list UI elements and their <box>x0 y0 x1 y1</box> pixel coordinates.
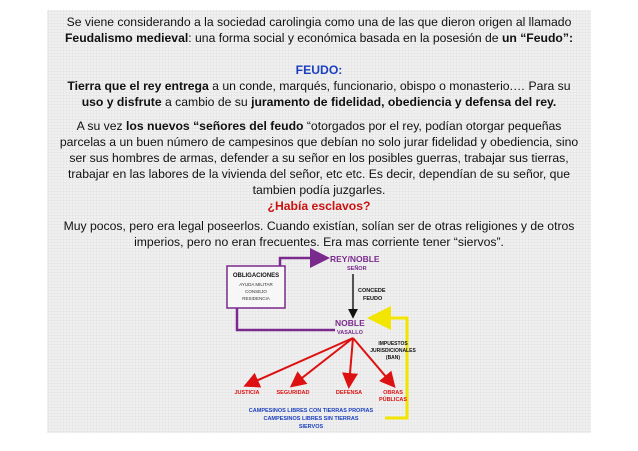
senores-line-1 <box>47 118 591 134</box>
feudo-def-bold: Tierra que el rey entrega <box>67 79 209 93</box>
defensa-arrow <box>349 338 353 385</box>
jurisdiccionales-label: JURISDICIONALES <box>370 348 416 354</box>
oblig-item-1: AYUDA MILITAR <box>239 282 273 287</box>
noble-label: NOBLE <box>335 318 365 328</box>
uso-disfrute: uso y disfrute <box>81 95 162 109</box>
senores-text-a: A su vez <box>76 119 127 133</box>
impuestos-label: IMPUESTOS <box>378 341 408 347</box>
senor-label: SEÑOR <box>347 266 367 272</box>
oblig-item-2: CONSEJO <box>245 289 267 294</box>
esclavos-line-2: imperios, pero no eran frecuentes. Era mas corriente tener “siervos”. <box>134 235 504 249</box>
campesinos-propias: CAMPESINOS LIBRES CON TIERRAS PROPIAS <box>248 408 374 414</box>
feudo-line-2 <box>47 94 591 110</box>
oblig-item-3: RESIDENCIA <box>242 296 270 301</box>
intro-text: Se viene considerando a la sociedad carolingia como una de las que dieron origen al llamado <box>66 15 572 29</box>
siervos-label: SIERVOS <box>298 424 324 430</box>
obligaciones-label: OBLIGACIONES <box>232 273 280 279</box>
feudo-label: FEUDO <box>363 296 383 302</box>
feudalismo-term: Feudalismo medieval <box>64 31 189 45</box>
slide <box>47 10 591 433</box>
seguridad-label: SEGURIDAD <box>276 390 310 396</box>
feudo-heading: FEUDO: <box>295 63 343 77</box>
concede-label: CONCEDE <box>358 288 386 294</box>
senores-text-c: “otorgados por el rey, podían otorgar pequeñas <box>303 119 562 133</box>
publicas-label: PÚBLICAS <box>378 397 408 403</box>
intro-text-2: : una forma social y económica basada en la posesión de <box>188 31 502 45</box>
senores-bold: los nuevos “señores del feudo <box>126 119 304 133</box>
esclavos-line-1: Muy pocos, pero era legal poseerlos. Cuando existían, solían ser de otras religiones y de otros <box>63 219 575 233</box>
justicia-arrow <box>247 338 353 385</box>
feudo-line-1 <box>47 78 591 94</box>
intro-line-1 <box>47 14 591 30</box>
vasallo-label: VASALLO <box>337 330 363 336</box>
feudo-def-text: a un conde, marqués, funcionario, obispo o monasterio.… Para su <box>208 79 571 93</box>
defensa-label: DEFENSA <box>335 390 363 396</box>
campesinos-sin: CAMPESINOS LIBRES SIN TIERRAS <box>263 416 359 422</box>
senores-line-2: parcelas a un buen número de campesinos que debían no solo jurar fidelidad y obediencia, sino <box>59 135 579 149</box>
justicia-label: JUSTICIA <box>234 390 260 396</box>
juramento: juramento de fidelidad, obediencia y defensa del rey. <box>251 95 557 109</box>
vasallo-to-oblig-arrow <box>237 308 335 330</box>
esclavos-heading: ¿Había esclavos? <box>267 199 371 213</box>
senores-line-4: trabajar en las labores de la vivienda del señor, etc etc. Es decir, dependían de su señor, que <box>67 167 571 181</box>
feudo-def-text-2: a cambio de su <box>161 95 252 109</box>
senores-line-5: tambien podía juzgarles. <box>252 183 386 197</box>
senores-line-3: ser sus hombres de armas, defender a su señor en los posibles guerras, trabajar sus tierras, <box>69 151 569 165</box>
intro-line-2 <box>47 30 591 46</box>
ban-label: (BAN) <box>385 355 401 361</box>
oblig-to-rey-arrow <box>280 258 325 270</box>
feudo-term: un “Feudo”: <box>501 31 574 45</box>
obras-label: OBRAS <box>383 390 403 396</box>
feudal-diagram <box>225 248 425 432</box>
rey-noble-label: REY/NOBLE <box>330 254 380 264</box>
